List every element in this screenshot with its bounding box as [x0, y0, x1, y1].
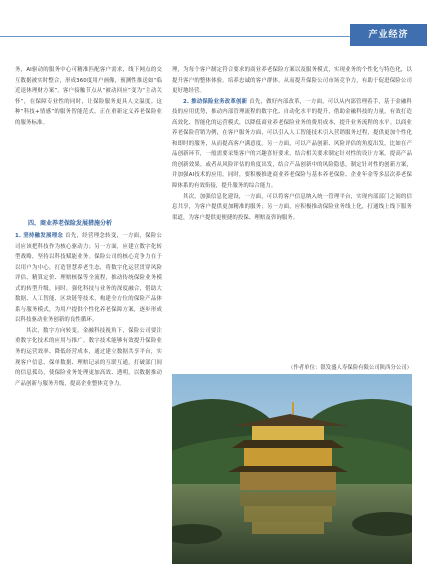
left-paragraph-1-body: 首先，经营理念转变，一方面，保险公司应该把科技作为核心驱动力；另一方面，应建立数字化转型战略，坚持以科技赋能业务。保险公司的核心竞争力在于以用户为中心，打造智慧养老生态，将数字化运营贯穿风险评估、精算定价、理赔核保等全流程，推动传统保险业务模式的转型升级。同时，强化科技与业务的深度融合，借助大数据、人工智能、区块链等技术，构建全方位的保险产品体系与服务模式，为用户提供个性化养老保障方案，逐步形成以科技驱动业务创新的良性循环。	[15, 233, 162, 324]
mid-paragraph-3: 其次，加强信息化建设，一方面，可以将客户信息纳入统一管理平台，实现内部部门之间的信息共享，为客户提供更加精准的服务；另一方面，应积极推动保险业务线上化，打通线上线下服务渠道，为客户提供更便捷的投保、理赔及咨询服务。	[172, 193, 412, 221]
header-rule	[0, 36, 350, 37]
left-column-top	[15, 65, 162, 128]
mid-paragraph-2-body: 首先，做好内部改革，一方面，可以从内部管理着手，基于金融科技的应用优势，推动内部管理流程的数字化、自动化水平的提升，借助金融科技的力量，有效打造高效化、智能化的运营模式，以降低商业养老保险业务的费用成本，提升业务流程的水平。以商业养老保险营销为例，在客户服务方面，可以引入人工智能技术引入营销服务过程，提供更加个性化和即时的服务，从而提高客户满意度。另一方面，可以产品创新、风险评估的角度出发，比如在产品创新环节，一般需要采集客户的兴趣喜好要求，结合相关要求制定针对性的设计方案，提高产品的创新效果。或者从风险评估的角度出发，结合产品创新中的风险隐患，制定针对性的创新方案，并加强AI技术的应用。同时，要积极推进商业养老保险与基本养老保险、企业年金等多层次养老保障体系的有效衔接，提升服务的综合能力。	[172, 98, 412, 190]
left-paragraph-1	[15, 231, 162, 326]
left-paragraph-2: 其次，数字方向转变，金融科技视角下，保险公司要注重数字化技术的应用与推广。数字技术能够有效提升保险业务的运营效率、降低经营成本，通过建立数据共享平台，实现客户信息、保单数据、理赔记录的互联互通，打破部门间的信息孤岛，使保险业务处理更加高效、透明，以数据推动产品创新与服务升级，提高企业整体竞争力。	[15, 327, 162, 387]
mid-paragraph-2	[172, 97, 412, 192]
temple-photo	[172, 374, 412, 564]
mid-paragraph-1: 理，为每个客户制定符合要求的商业养老保险方案以及服务模式，实现业务的个性化与特色化，以提升客户的整体体验。培养忠诚的客户群体，从而提升保险公司市场竞争力，有助于促进保险公司更好地经营。	[172, 67, 412, 95]
section-tag: 产业经济	[350, 24, 427, 46]
mid-column-top	[172, 65, 412, 223]
temple-illustration	[172, 374, 412, 564]
pavilion-reflection	[240, 492, 336, 534]
author-affiliation: （作者单位：银发盛人寿保险有限公司陕西分公司）	[288, 365, 412, 371]
left-top-paragraph: 务，AI驱动的服务中心可精准匹配客户需求，线下网点的交互数据被实时整合，形成360度用户画像，预测性推送如“临近退休理财方案”。客户接触节点从“被动回应”变为“主动关怀”，在保障专业性的同时，让保险服务更具人文温度。这种“科技+情感”的服务智能范式，正在重新定义养老保险业的服务标准。	[15, 67, 162, 126]
subheading-2: 2. 推动保险业务改革创新	[183, 98, 248, 105]
section-heading: 四、商业养老保险发展措施分析	[28, 220, 113, 227]
left-column-bottom	[15, 231, 162, 389]
subheading-1: 1. 坚持融发展理念	[15, 233, 64, 239]
